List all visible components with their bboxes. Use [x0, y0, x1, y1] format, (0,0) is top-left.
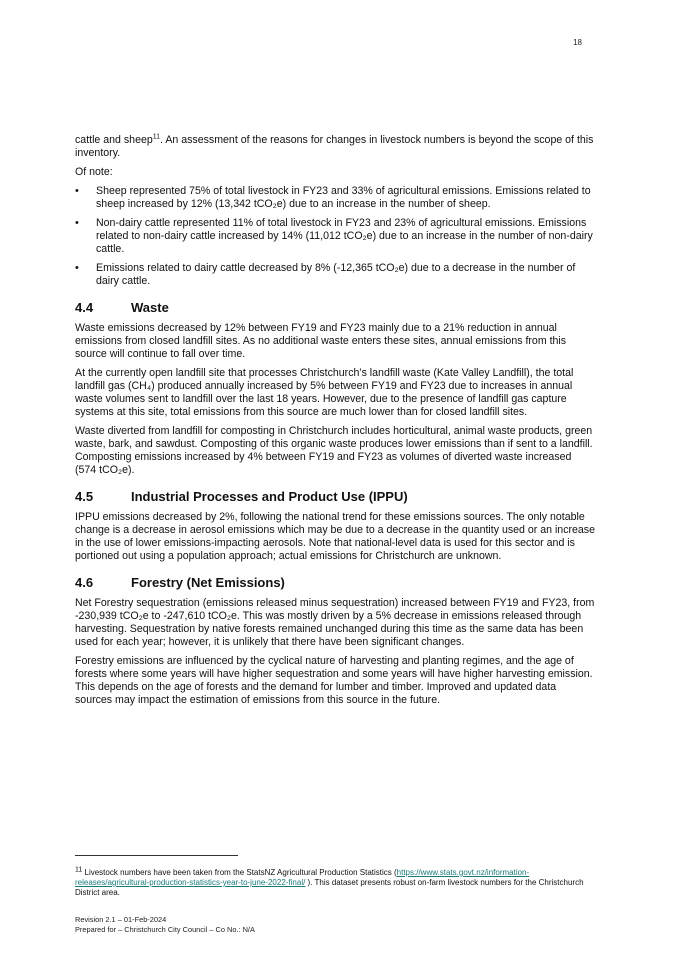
intro-paragraph [75, 134, 595, 160]
prepared-for-label: Prepared for – Christchurch City Council – Co No.: N/A [75, 924, 255, 934]
intro-tail: . An assessment of the reasons for changes in livestock numbers is beyond the scope of this inventory. [75, 134, 594, 159]
section-heading [75, 300, 595, 316]
section-number: 4.4 [75, 300, 94, 315]
section-waste [75, 300, 595, 477]
section-forestry [75, 575, 595, 707]
section-title: Forestry (Net Emissions) [131, 575, 285, 590]
intro-lead: cattle and sheep [75, 134, 153, 146]
footnote [75, 868, 595, 898]
paragraph: IPPU emissions decreased by 2%, following the national trend for these emissions sources. The only notable change is a decrease in aerosol emissions which may be due to a decrease in the quantity used or an increase in the use of lower emissions-impacting aerosols. Note that national-level data is used for this sector and is portioned out using a population approach; actual emissions for Christchurch are unknown. [75, 511, 595, 562]
footnote-text-before: Livestock numbers have been taken from the StatsNZ Agricultural Production Statistics ( [82, 868, 397, 877]
paragraph: Net Forestry sequestration (emissions released minus sequestration) increased between FY19 and FY23, from -230,939 tCO₂e to -247,610 tCO₂e. This was mostly driven by a 5% decrease in emissions released through harvesting. Sequestration by native forests remained unchanged during this time as the same data has been used for each year; however, it is unlikely that there have been significant changes. [75, 597, 595, 648]
paragraph: Waste emissions decreased by 12% between FY19 and FY23 mainly due to a 21% reduction in annual emissions from closed landfill sites. As no additional waste enters these sites, annual emissions from this source will continue to fall over time. [75, 322, 567, 360]
revision-label: Revision 2.1 – 01-Feb-2024 [75, 915, 167, 924]
bullet-item: • Emissions related to dairy cattle decreased by 8% (-12,365 tCO₂e) due to a decrease in the number of dairy cattle. [75, 262, 595, 288]
paragraph: At the currently open landfill site that processes Christchurch’s landfill waste (Kate Valley Landfill), the total landfill gas (CH₄) produced annually increased by 5% between FY19 and FY23 due to increases in annual waste volumes sent to landfill over the last 18 years. However, due to the presence of landfill gas capture systems at this site, total emissions from this source are much lower than for closed landfill sites. [75, 367, 574, 418]
bullet-item: • Sheep represented 75% of total livestock in FY23 and 33% of agricultural emissions. Emissions related to sheep increased by 12% (13,342 tCO₂e) due to an increase in the number of sheep. [75, 185, 595, 211]
section-number: 4.6 [75, 575, 94, 590]
footnote-reference[interactable]: 11 [152, 133, 161, 141]
section-heading [75, 489, 595, 505]
section-number: 4.5 [75, 489, 94, 504]
page-body [75, 134, 595, 713]
statsnz-link[interactable]: https://www.stats.govt.nz/information-releases/agricultural-production-statistics-year-to-june-2022-final/ [75, 868, 530, 887]
section-ippu [75, 489, 595, 563]
document-footer [75, 915, 255, 934]
footnote-marker: 11 [75, 866, 83, 874]
bullet-item: • Non-dairy cattle represented 11% of total livestock in FY23 and 23% of agricultural emissions. Emissions related to non-dairy cattle increased by 14% (11,012 tCO₂e) due to an increase in the number of non-dairy cattle. [75, 217, 595, 256]
section-heading [75, 575, 595, 591]
footnote-divider [75, 855, 238, 856]
page-number: 18 [573, 38, 582, 47]
section-title: Industrial Processes and Product Use (IPPU) [131, 489, 408, 504]
paragraph: Forestry emissions are influenced by the cyclical nature of harvesting and planting regimes, and the age of forests where some years will have higher sequestration and some years will have higher harvesting emission. This depends on the age of forests and the demand for lumber and timber. Improved and updated data sources may impact the estimation of emissions from this source in the future. [75, 655, 593, 706]
paragraph: Waste diverted from landfill for composting in Christchurch includes horticultural, animal waste products, green waste, bark, and sawdust. Composting of this organic waste produces lower emissions than if sent to a landfill. Composting emissions increased by 4% between FY19 and FY23 as volumes of diverted waste increased (574 tCO₂e). [75, 425, 593, 476]
livestock-bullet-list [75, 185, 595, 288]
footnote-text-after: ). This dataset presents robust on-farm livestock numbers for the Christchurch District area. [75, 878, 584, 897]
section-title: Waste [131, 300, 169, 315]
of-note-label: Of note: [75, 166, 113, 178]
